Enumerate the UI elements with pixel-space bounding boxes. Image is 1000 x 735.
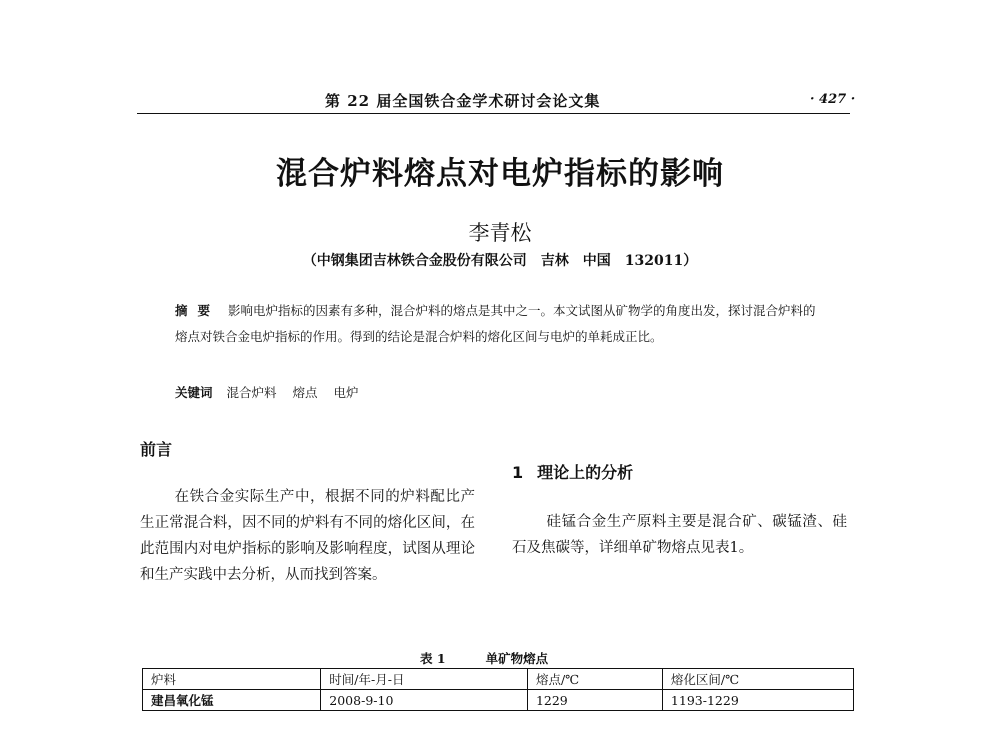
keyword: 电炉 xyxy=(333,385,359,400)
table-title: 单矿物熔点 xyxy=(485,651,549,666)
author-name: 李青松 xyxy=(468,221,532,245)
table-cell: 1229 xyxy=(527,690,662,711)
keywords xyxy=(175,383,371,401)
intro-text: 在铁合金实际生产中，根据不同的炉料配比产生正常混合料，因不同的炉料有不同的熔化区间，在此范围内对电炉指标的影响及影响程度，试图从理论和生产实践中去分析，从而找到答案。 xyxy=(140,489,475,583)
intro-heading: 前言 xyxy=(140,440,173,459)
column-header: 时间/年-月-日 xyxy=(321,669,528,690)
keyword: 熔点 xyxy=(292,385,318,400)
intro-paragraph xyxy=(140,484,475,588)
table-header-row xyxy=(143,669,854,690)
abstract-label: 摘要 xyxy=(175,303,221,318)
column-header: 熔点/℃ xyxy=(527,669,662,690)
column-header: 炉料 xyxy=(143,669,321,690)
table-cell: 建昌氧化锰 xyxy=(143,690,321,711)
header-divider xyxy=(137,113,850,114)
section-1-paragraph xyxy=(512,509,847,561)
column-header: 熔化区间/℃ xyxy=(662,669,853,690)
table-caption xyxy=(420,649,548,667)
author-affiliation: （中钢集团吉林铁合金股份有限公司 吉林 中国 132011） xyxy=(302,253,698,269)
abstract xyxy=(175,298,825,350)
table-label: 表 1 xyxy=(420,651,446,666)
keywords-label: 关键词 xyxy=(175,385,213,400)
paper-title: 混合炉料熔点对电炉指标的影响 xyxy=(276,156,724,192)
mineral-melting-point-table xyxy=(142,668,854,711)
keyword: 混合炉料 xyxy=(226,385,277,400)
table-row xyxy=(143,690,854,711)
page-number: · 427 · xyxy=(810,92,856,107)
section-title: 理论上的分析 xyxy=(537,463,634,482)
abstract-text: 影响电炉指标的因素有多种，混合炉料的熔点是其中之一。本文试图从矿物学的角度出发，探讨混合炉料的熔点对铁合金电炉指标的作用。得到的结论是混合炉料的熔化区间与电炉的单耗成正比。 xyxy=(175,303,816,344)
table-cell: 1193-1229 xyxy=(662,690,853,711)
section-number: 1 xyxy=(512,463,524,482)
journal-header: 第 22 届全国铁合金学术研讨会论文集 xyxy=(325,92,601,110)
section-1-heading xyxy=(512,460,633,483)
table-cell: 2008-9-10 xyxy=(321,690,528,711)
section-1-text: 硅锰合金生产原料主要是混合矿、碳锰渣、硅石及焦碳等，详细单矿物熔点见表1。 xyxy=(512,514,847,556)
